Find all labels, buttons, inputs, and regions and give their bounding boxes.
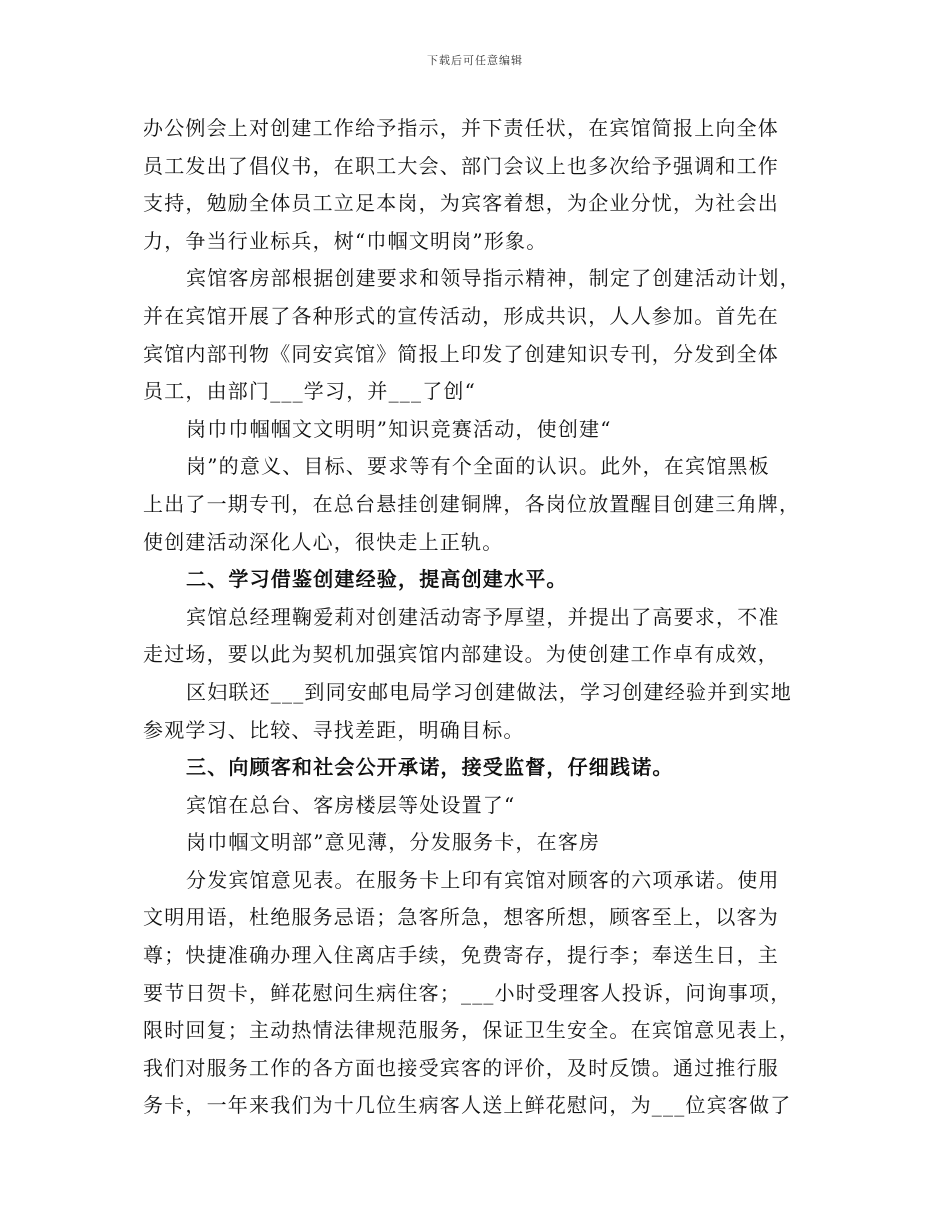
paragraph-line: 支持，勉励全体员工立足本岗，为宾客着想，为企业分忧，为社会出	[143, 191, 779, 216]
paragraph-line: 文明用语，杜绝服务忌语；急客所急，想客所想，顾客至上，以客为	[143, 905, 779, 930]
document-body	[143, 110, 813, 1125]
paragraph-line: 岗巾帼文明部”意见薄，分发服务卡，在客房	[186, 830, 601, 855]
paragraph-line: 上出了一期专刊，在总台悬挂创建铜牌，各岗位放置醒目创建三角牌，	[143, 491, 801, 516]
paragraph-line: 分发宾馆意见表。在服务卡上印有宾馆对顾客的六项承诺。使用	[186, 867, 780, 892]
paragraph-line: 限时回复；主动热情法律规范服务，保证卫生安全。在宾馆意见表上，	[143, 1018, 801, 1043]
paragraph-line: 员工，由部门___学习，并___了创“	[143, 379, 477, 404]
page-header: 下载后可任意编辑	[427, 54, 523, 67]
paragraph-line: 岗”的意义、目标、要求等有个全面的认识。此外，在宾馆黑板	[186, 454, 770, 479]
paragraph-line: 宾馆客房部根据创建要求和领导指示精神，制定了创建活动计划，	[186, 266, 801, 291]
paragraph-line: 务卡，一年来我们为十几位生病客人送上鲜花慰问，为___位宾客做了	[143, 1093, 792, 1118]
paragraph-line: 岗巾巾帼帼文文明明”知识竞赛活动，使创建“	[186, 416, 612, 441]
section-heading: 三、向顾客和社会公开承诺，接受监督，仔细践诺。	[186, 755, 674, 780]
paragraph-line: 走过场，要以此为契机加强宾馆内部建设。为使创建工作卓有成效，	[143, 642, 779, 667]
paragraph-line: 办公例会上对创建工作给予指示，并下责任状，在宾馆简报上向全体	[143, 116, 779, 140]
paragraph-line: 宾馆内部刊物《同安宾馆》简报上印发了创建知识专刊，分发到全体	[143, 341, 779, 366]
section-heading: 二、学习借鉴创建经验，提高创建水平。	[186, 567, 568, 592]
paragraph-line: 并在宾馆开展了各种形式的宣传活动，形成共识，人人参加。首先在	[143, 303, 779, 328]
paragraph-line: 员工发出了倡仪书，在职工大会、部门会议上也多次给予强调和工作	[143, 153, 779, 178]
paragraph-line: 区妇联还___到同安邮电局学习创建做法，学习创建经验并到实地	[186, 679, 792, 704]
paragraph-line: 尊；快捷准确办理入住离店手续，免费寄存，提行李；奉送生日，主	[143, 943, 779, 968]
paragraph-line: 力，争当行业标兵，树“巾帼文明岗”形象。	[143, 228, 548, 253]
paragraph-line: 宾馆在总台、客房楼层等处设置了“	[186, 792, 516, 817]
paragraph-line: 参观学习、比较、寻找差距，明确目标。	[143, 717, 525, 742]
paragraph-line: 宾馆总经理鞠爱莉对创建活动寄予厚望，并提出了高要求，不准	[186, 604, 780, 629]
paragraph-line: 我们对服务工作的各方面也接受宾客的评价，及时反馈。通过推行服	[143, 1055, 779, 1080]
paragraph-line: 使创建活动深化人心，很快走上正轨。	[143, 529, 504, 554]
paragraph-line: 要节日贺卡，鲜花慰问生病住客；___小时受理客人投诉，问询事项，	[143, 980, 792, 1005]
